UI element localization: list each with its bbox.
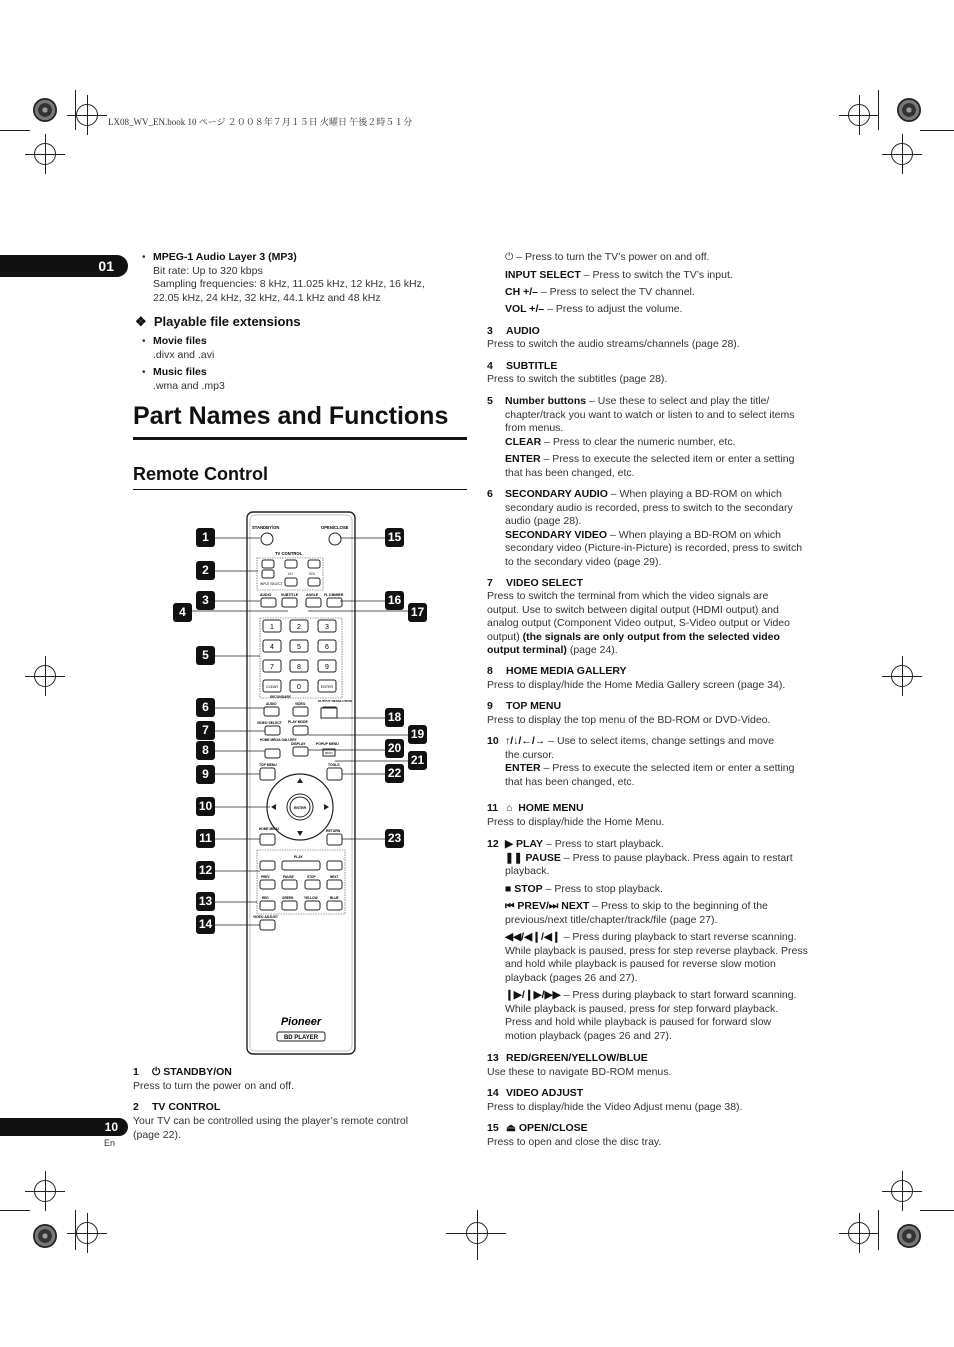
callout-19: 19	[408, 725, 427, 744]
svg-text:PLAY MODE: PLAY MODE	[288, 720, 308, 724]
svg-text:BD PLAYER: BD PLAYER	[283, 1035, 319, 1041]
registration-disc-icon	[33, 1224, 57, 1248]
section-title: Remote Control	[133, 464, 268, 484]
svg-text:RED: RED	[262, 896, 269, 900]
brand-logo: Pioneer	[280, 1016, 322, 1028]
svg-text:CH: CH	[288, 572, 293, 576]
svg-text:OUTPUT RESOLUTION: OUTPUT RESOLUTION	[318, 699, 352, 703]
callout-2: 2	[196, 561, 215, 580]
callout-17: 17	[408, 603, 427, 622]
crosshair-icon	[34, 665, 56, 687]
label-tv-control: TV CONTROL	[275, 551, 303, 556]
callout-6: 6	[196, 698, 215, 717]
callout-22: 22	[385, 764, 404, 783]
crosshair-icon	[891, 665, 913, 687]
callout-11: 11	[196, 829, 215, 848]
music-files: • Music files .wma and .mp3	[153, 366, 225, 393]
callout-20: 20	[385, 739, 404, 758]
crosshair-icon	[34, 143, 56, 165]
callout-1: 1	[196, 528, 215, 547]
svg-text:TOP MENU: TOP MENU	[259, 763, 277, 767]
mp3-block: • MPEG-1 Audio Layer 3 (MP3) Bit rate: Up to 320 kbps Sampling frequencies: 8 kHz, 11.025 kHz, 12 kHz, 16 kHz, 22.05 kHz, 24 kHz, 32 kHz, 44.1 kHz and 48 kHz	[153, 251, 425, 305]
svg-text:CLEAR: CLEAR	[266, 685, 278, 689]
home-icon: ⌂	[506, 802, 513, 814]
callout-14: 14	[196, 915, 215, 934]
callout-16: 16	[385, 591, 404, 610]
svg-text:NEXT: NEXT	[330, 875, 339, 879]
svg-text:POPUP MENU: POPUP MENU	[316, 742, 339, 746]
chapter-tab: 01	[0, 255, 128, 277]
svg-text:2: 2	[297, 624, 301, 631]
svg-text:PREV: PREV	[261, 875, 270, 879]
svg-text:HOME MEDIA GALLERY: HOME MEDIA GALLERY	[260, 738, 297, 742]
svg-text:ANGLE: ANGLE	[306, 593, 319, 597]
svg-text:AUDIO: AUDIO	[266, 702, 277, 706]
svg-text:9: 9	[325, 664, 329, 671]
svg-text:TOOLS: TOOLS	[328, 763, 340, 767]
svg-text:0: 0	[297, 684, 301, 691]
svg-text:8: 8	[297, 664, 301, 671]
svg-text:DISPLAY: DISPLAY	[291, 742, 306, 746]
callout-9: 9	[196, 765, 215, 784]
callout-10: 10	[196, 797, 215, 816]
crosshair-icon	[891, 143, 913, 165]
crosshair-icon	[848, 104, 870, 126]
svg-text:5: 5	[297, 644, 301, 651]
callout-12: 12	[196, 861, 215, 880]
label-open-close: OPEN/CLOSE	[321, 525, 349, 530]
svg-text:6: 6	[325, 644, 329, 651]
callout-4: 4	[173, 603, 192, 622]
svg-text:PAUSE: PAUSE	[283, 875, 294, 879]
svg-text:VIDEO SELECT: VIDEO SELECT	[257, 721, 282, 725]
label-standby: STANDBY/ON	[252, 525, 280, 530]
svg-text:VOL: VOL	[309, 572, 316, 576]
callout-21: 21	[408, 751, 427, 770]
svg-text:YELLOW: YELLOW	[304, 896, 318, 900]
crosshair-icon	[76, 104, 98, 126]
callout-13: 13	[196, 892, 215, 911]
page-number-tab: 10	[0, 1118, 128, 1136]
svg-text:FL DIMMER: FL DIMMER	[324, 593, 344, 597]
item-1-heading: 1 ⏻ STANDBY/ON	[133, 1066, 232, 1078]
callout-23: 23	[385, 829, 404, 848]
registration-disc-icon	[897, 98, 921, 122]
crosshair-icon	[76, 1222, 98, 1244]
extensions-heading: ❖ Playable file extensions	[135, 314, 301, 329]
svg-text:STOP: STOP	[307, 875, 316, 879]
crosshair-icon	[848, 1222, 870, 1244]
svg-text:GREEN: GREEN	[282, 896, 294, 900]
callout-8: 8	[196, 741, 215, 760]
svg-text:1: 1	[270, 624, 274, 631]
print-header: LX08_WV_EN.book 10 ページ ２００８年７月１５日 火曜日 午後２時５１分	[108, 117, 413, 127]
movie-files: • Movie files .divx and .avi	[153, 335, 214, 362]
svg-text:VIDEO: VIDEO	[295, 702, 306, 706]
svg-text:SUBTITLE: SUBTITLE	[281, 593, 299, 597]
registration-disc-icon	[897, 1224, 921, 1248]
svg-text:ENTER: ENTER	[320, 685, 334, 689]
svg-text:RETURN: RETURN	[326, 829, 341, 833]
crosshair-icon	[34, 1180, 56, 1202]
svg-text:VIDEO ADJUST: VIDEO ADJUST	[253, 915, 278, 919]
page-lang: En	[104, 1138, 116, 1148]
item-2-heading: 2 TV CONTROL	[133, 1101, 221, 1113]
svg-text:ENTER: ENTER	[293, 806, 307, 810]
svg-text:HOME MENU: HOME MENU	[259, 827, 279, 831]
svg-text:MENU: MENU	[325, 752, 333, 755]
callout-3: 3	[196, 591, 215, 610]
svg-text:SECONDARY: SECONDARY	[270, 695, 291, 699]
callout-5: 5	[196, 646, 215, 665]
callout-18: 18	[385, 708, 404, 727]
callout-15: 15	[385, 528, 404, 547]
svg-text:PLAY: PLAY	[294, 855, 303, 859]
svg-text:BLUE: BLUE	[330, 896, 339, 900]
crosshair-icon	[891, 1180, 913, 1202]
callout-7: 7	[196, 721, 215, 740]
svg-text:7: 7	[270, 664, 274, 671]
svg-text:INPUT SELECT: INPUT SELECT	[260, 582, 283, 586]
page-title: Part Names and Functions	[133, 402, 449, 430]
svg-text:4: 4	[270, 644, 274, 651]
svg-text:3: 3	[325, 624, 329, 631]
svg-text:AUDIO: AUDIO	[260, 593, 272, 597]
registration-disc-icon	[33, 98, 57, 122]
